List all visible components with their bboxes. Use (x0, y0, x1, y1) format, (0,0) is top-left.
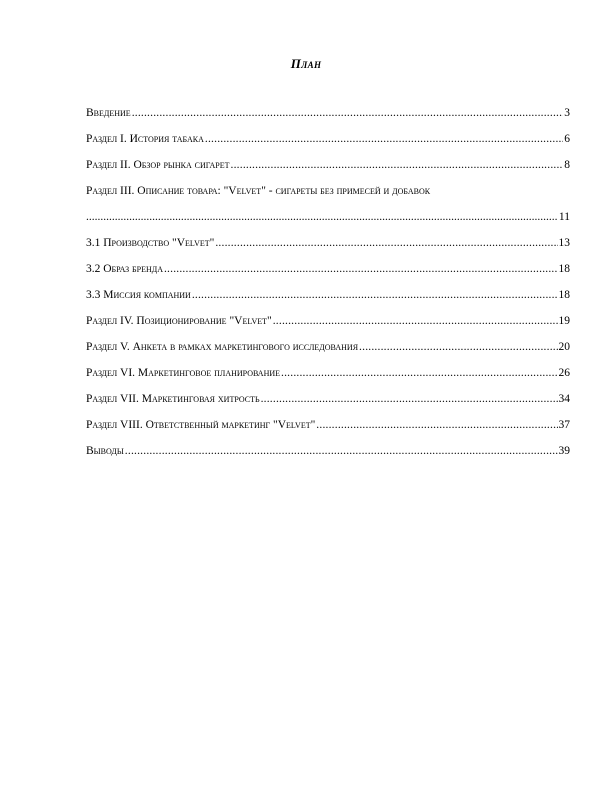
toc-entry (86, 316, 570, 342)
toc-entry-text: Раздел VII. Маркетинговая хитрость (86, 393, 260, 405)
toc-leader-dots (231, 160, 564, 172)
toc-page-number: 6 (564, 133, 570, 145)
toc-page-number: 13 (558, 237, 570, 249)
toc-leader-dots (215, 238, 557, 250)
toc-leader-dots (132, 108, 564, 120)
table-of-contents (86, 108, 570, 472)
toc-page-number: 34 (558, 393, 570, 405)
page-title: План (290, 56, 322, 71)
toc-leader-dots (164, 264, 558, 276)
toc-entry-text: Раздел IV. Позиционирование "Velvet" (86, 315, 272, 327)
toc-leader-dots (261, 394, 558, 406)
toc-entry (86, 368, 570, 394)
toc-leader-dots (125, 446, 558, 458)
toc-leader-dots (205, 134, 563, 146)
toc-entry-text: 3.2 Образ бренда (86, 263, 163, 275)
toc-entry (86, 264, 570, 290)
toc-leader-dots (316, 420, 557, 432)
toc-page-number: 37 (558, 419, 570, 431)
toc-entry (86, 394, 570, 420)
toc-page-number: 8 (564, 159, 570, 171)
toc-entry-text: 3.1 Производство "Velvet" (86, 237, 215, 249)
toc-entry-text: Раздел VI. Маркетинговое планирование (86, 367, 281, 379)
toc-entry (86, 134, 570, 160)
toc-leader-dots (359, 342, 557, 354)
toc-page-number: 18 (558, 263, 570, 275)
toc-entry (86, 420, 570, 446)
toc-entry (86, 446, 570, 472)
toc-page-number: 3 (564, 107, 570, 119)
toc-entry (86, 290, 570, 316)
toc-entry (86, 342, 570, 368)
toc-leader-dots (86, 212, 558, 224)
toc-entry-text: Выводы (86, 445, 124, 457)
toc-entry-text: Раздел I. История табака (86, 133, 204, 145)
toc-page-number: 20 (558, 341, 570, 353)
toc-leader-dots (273, 316, 558, 328)
toc-entry-text: 3.3 Миссия компании (86, 289, 191, 301)
toc-leader-dots (281, 368, 557, 380)
toc-entry (86, 186, 570, 238)
toc-page-number: 19 (558, 315, 570, 327)
toc-page-number: 39 (558, 445, 570, 457)
toc-leader-dots (192, 290, 558, 302)
toc-page-number: 26 (558, 367, 570, 379)
toc-entry (86, 160, 570, 186)
toc-entry (86, 108, 570, 134)
toc-entry-text: Раздел III. Описание товара: "Velvet" - сигареты без примесей и добавок (86, 185, 431, 197)
toc-page-number: 18 (558, 289, 570, 301)
toc-entry-text: Введение (86, 107, 131, 119)
toc-entry (86, 238, 570, 264)
toc-page-number: 11 (558, 211, 570, 223)
toc-entry-text: Раздел VIII. Ответственный маркетинг "Velvet" (86, 419, 316, 431)
toc-entry-text: Раздел II. Обзор рынка сигарет (86, 159, 230, 171)
toc-entry-text: Раздел V. Анкета в рамках маркетингового исследования (86, 341, 359, 353)
